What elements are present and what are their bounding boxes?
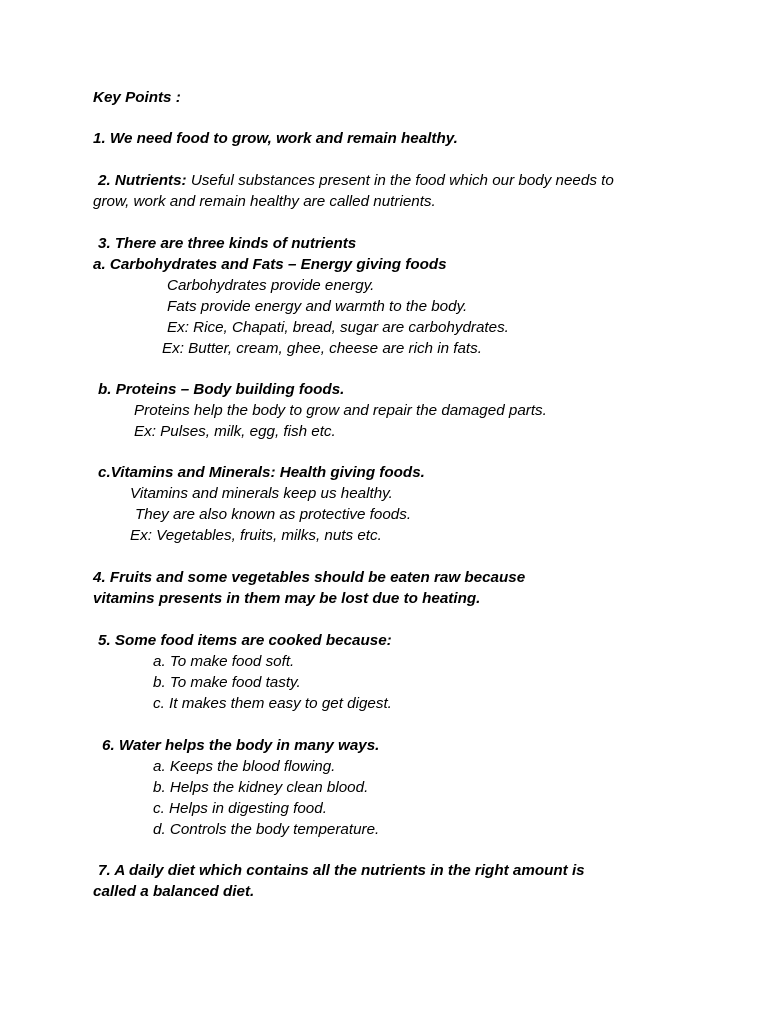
point-3b-line: Proteins help the body to grow and repair the damaged parts. [134, 402, 547, 419]
point-3a-line: Carbohydrates provide energy. [167, 277, 375, 294]
point-2-line-2: grow, work and remain healthy are called nutrients. [93, 193, 436, 210]
point-3a-title: a. Carbohydrates and Fats – Energy giving foods [93, 256, 447, 273]
nutrients-label: 2. Nutrients: [98, 172, 187, 189]
point-3a-line: Fats provide energy and warmth to the body. [167, 298, 468, 315]
point-3a-line: Ex: Rice, Chapati, bread, sugar are carbohydrates. [167, 319, 509, 336]
point-6-item: d. Controls the body temperature. [153, 821, 380, 838]
point-4-line-2: vitamins presents in them may be lost due to heating. [93, 590, 481, 607]
point-3c-line: Ex: Vegetables, fruits, milks, nuts etc. [130, 527, 382, 544]
point-2-line-1 [98, 170, 614, 191]
point-3a-line: Ex: Butter, cream, ghee, cheese are rich in fats. [162, 340, 482, 357]
key-points-heading: Key Points : [93, 89, 181, 106]
point-6-item: c. Helps in digesting food. [153, 800, 327, 817]
point-3b-title: b. Proteins – Body building foods. [98, 381, 345, 398]
point-3-title: 3. There are three kinds of nutrients [98, 235, 357, 252]
point-6-title: 6. Water helps the body in many ways. [102, 737, 380, 754]
point-4-line-1: 4. Fruits and some vegetables should be eaten raw because [93, 569, 526, 586]
nutrients-definition: Useful substances present in the food which our body needs to [186, 172, 614, 189]
point-3c-title: c.Vitamins and Minerals: Health giving foods. [98, 464, 425, 481]
point-5-item: b. To make food tasty. [153, 674, 301, 691]
point-5-item: a. To make food soft. [153, 653, 295, 670]
point-3b-line: Ex: Pulses, milk, egg, fish etc. [134, 423, 336, 440]
point-6-item: b. Helps the kidney clean blood. [153, 779, 369, 796]
point-7-line-1: 7. A daily diet which contains all the nutrients in the right amount is [98, 862, 585, 879]
point-1: 1. We need food to grow, work and remain healthy. [93, 130, 458, 147]
point-5-item: c. It makes them easy to get digest. [153, 695, 392, 712]
point-5-title: 5. Some food items are cooked because: [98, 632, 392, 649]
point-3c-line: Vitamins and minerals keep us healthy. [130, 485, 393, 502]
point-6-item: a. Keeps the blood flowing. [153, 758, 336, 775]
point-3c-line: They are also known as protective foods. [135, 506, 412, 523]
point-7-line-2: called a balanced diet. [93, 883, 255, 900]
